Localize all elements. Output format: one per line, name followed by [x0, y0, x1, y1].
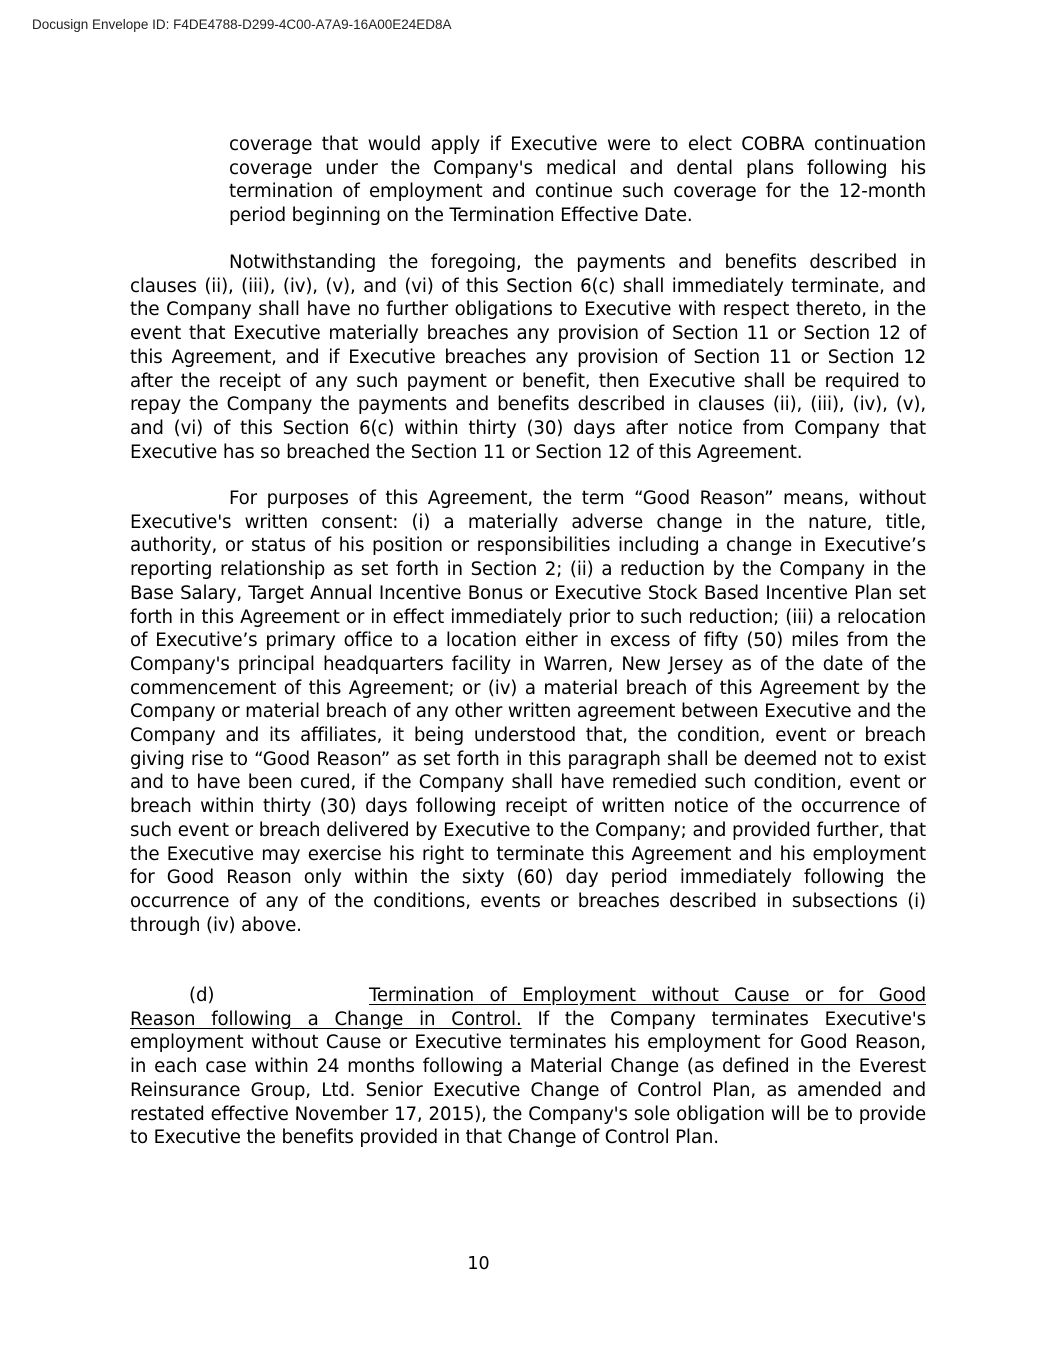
- page-number: 10: [467, 1254, 490, 1274]
- section-d-number: (d): [189, 985, 215, 1006]
- paragraph-notwithstanding: Notwithstanding the foregoing, the payments and benefits described in clauses (ii), (iii), (iv), (v), and (vi) of this Section 6(c) shall immediately terminate, and the Company shall have no further obligations to Executive with respect thereto, in the event that Executive materially breaches any provision of Section 11 or Section 12 of this Agreement, and if Executive breaches any provision of Section 11 or Section 12 after the receipt of any such payment or benefit, then Executive shall be required to repay the Company the payments and benefits described in clauses (ii), (iii), (iv), (v), and (vi) of this Section 6(c) within thirty (30) days after notice from Company that Executive has so breached the Section 11 or Section 12 of this Agreement.: [130, 252, 926, 463]
- section-d-body: If the Company terminates Executive's employment without Cause or Executive terminates his employment for Good Reason, in each case within 24 months following a Material Change (as defined in the Everest Reinsurance Group, Ltd. Senior Executive Change of Control Plan, as amended and restated effective November 17, 2015), the Company's sole obligation will be to provide to Executive the benefits provided in that Change of Control Plan.: [130, 1008, 926, 1149]
- paragraph-good-reason-definition: For purposes of this Agreement, the term “Good Reason” means, without Executive's written consent: (i) a materially adverse change in the nature, title, authority, or status of his position or responsibilities including a change in Executive’s reporting relationship as set forth in Section 2; (ii) a reduction by the Company in the Base Salary, Target Annual Incentive Bonus or Executive Stock Based Incentive Plan set forth in this Agreement or in effect immediately prior to such reduction; (iii) a relocation of Executive’s primary office to a location either in excess of fifty (50) miles from the Company's principal headquarters facility in Warren, New Jersey as of the date of the commencement of this Agreement; or (iv) a material breach of this Agreement by the Company or material breach of any other written agreement between Executive and the Company and its affiliates, it being understood that, the condition, event or breach giving rise to “Good Reason” as set forth in this paragraph shall be deemed not to exist and to have been cured, if the Company shall have remedied such condition, event or breach within thirty (30) days following receipt of written notice of the occurrence of such event or breach delivered by Executive to the Company; and provided further, that the Executive may exercise his right to terminate this Agreement and his employment for Good Reason only within the sixty (60) day period immediately following the occurrence of any of the conditions, events or breaches described in subsections (i) through (iv) above.: [130, 488, 926, 936]
- section-d-heading: Termination of Employment without Cause or for Good Reason following a Change in Control.: [130, 985, 926, 1030]
- docusign-envelope-id: Docusign Envelope ID: F4DE4788-D299-4C00-A7A9-16A00E24ED8A: [32, 17, 452, 32]
- section-d: [130, 984, 926, 1150]
- paragraph-cobra-continuation: coverage that would apply if Executive were to elect COBRA continuation coverage under the Company's medical and dental plans following his termination of employment and continue such coverage for the 12-month period beginning on the Termination Effective Date.: [229, 134, 926, 227]
